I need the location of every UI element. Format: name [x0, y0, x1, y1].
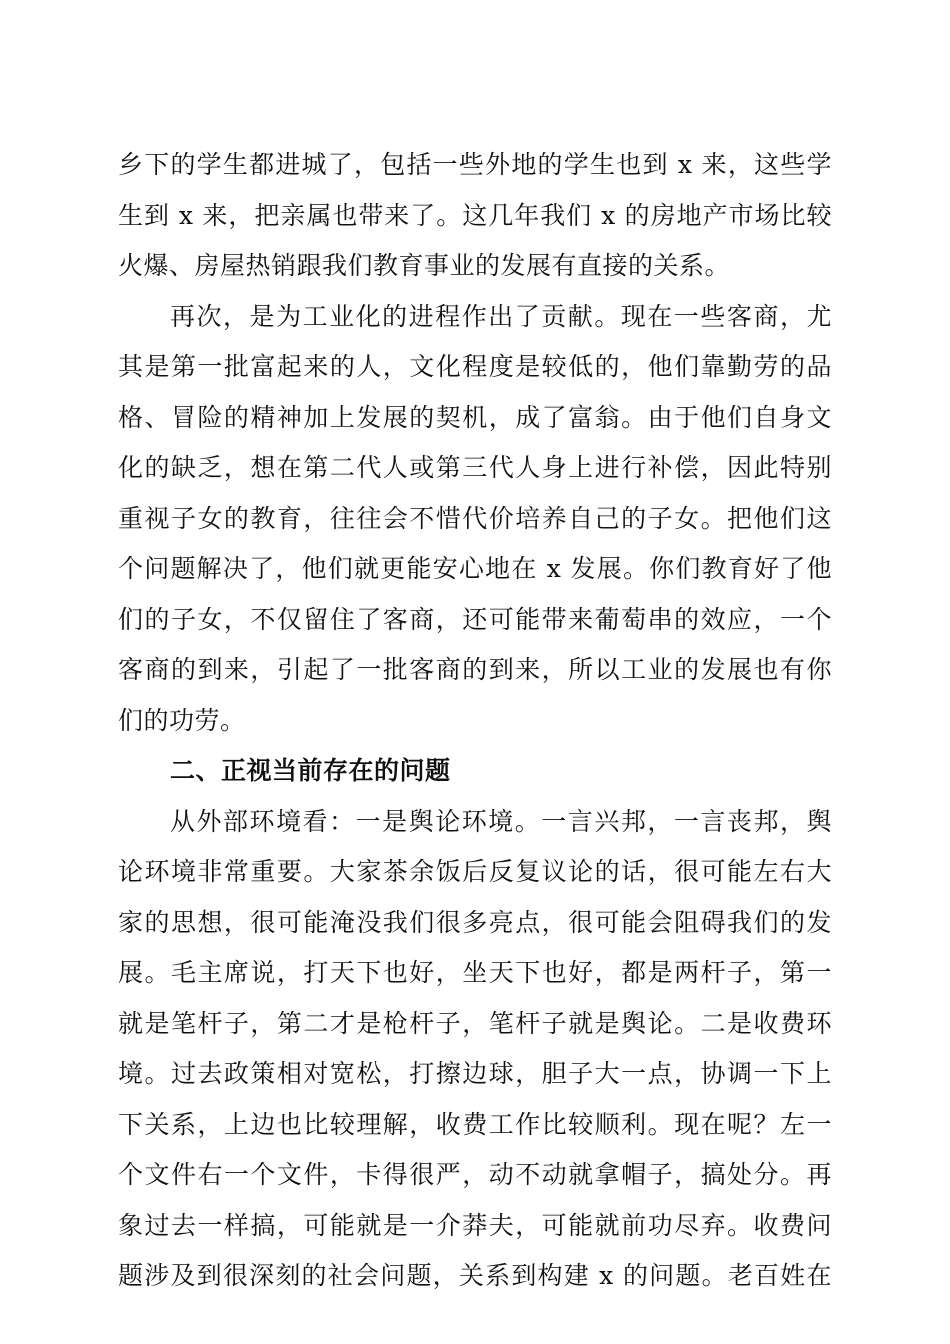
text-line: 就是笔杆子，第二才是枪杆子，笔杆子就是舆论。二是收费环	[118, 1008, 832, 1038]
text-line: 题涉及到很深刻的社会问题，关系到构建 x 的问题。老百姓在	[118, 1261, 832, 1290]
text-line: 论环境非常重要。大家茶余饭后反复议论的话，很可能左右大	[118, 857, 832, 886]
text-line: 个问题解决了，他们就更能安心地在 x 发展。你们教育好了他	[118, 554, 832, 583]
text-line: 们的功劳。	[118, 705, 246, 735]
text-line: 生到 x 来，把亲属也带来了。这几年我们 x 的房地产市场比较	[118, 200, 832, 230]
text-line: 个文件右一个文件，卡得很严，动不动就拿帽子，搞处分。再	[118, 1160, 832, 1189]
text-line: 下关系，上边也比较理解，收费工作比较顺利。现在呢？左一	[118, 1109, 832, 1139]
text-line: 客商的到来，引起了一批客商的到来，所以工业的发展也有你	[118, 655, 832, 684]
text-line: 火爆、房屋热销跟我们教育事业的发展有直接的关系。	[118, 251, 731, 280]
text-line: 格、冒险的精神加上发展的契机，成了富翁。由于他们自身文	[118, 402, 832, 432]
text-line: 再次，是为工业化的进程作出了贡献。现在一些客商，尤	[170, 301, 832, 331]
text-line: 们的子女，不仅留住了客商，还可能带来葡萄串的效应，一个	[118, 604, 832, 634]
text-line: 化的缺乏，想在第二代人或第三代人身上进行补偿，因此特别	[118, 453, 832, 482]
text-line: 家的思想，很可能淹没我们很多亮点，很可能会阻碍我们的发	[118, 907, 832, 937]
text-line: 展。毛主席说，打天下也好，坐天下也好，都是两杆子，第一	[118, 958, 832, 987]
document-body	[118, 140, 832, 1302]
text-line: 乡下的学生都进城了，包括一些外地的学生也到 x 来，这些学	[118, 150, 832, 179]
text-line: 从外部环境看：一是舆论环境。一言兴邦，一言丧邦，舆	[170, 806, 832, 836]
text-line: 境。过去政策相对宽松，打擦边球，胆子大一点，协调一下上	[118, 1059, 832, 1088]
text-line: 重视子女的教育，往往会不惜代价培养自己的子女。把他们这	[118, 503, 832, 533]
text-line: 象过去一样搞，可能就是一介莽夫，可能就前功尽弃。收费问	[118, 1210, 832, 1240]
text-line: 其是第一批富起来的人，文化程度是较低的，他们靠勤劳的品	[118, 352, 832, 381]
section-heading: 二、正视当前存在的问题	[170, 756, 451, 785]
